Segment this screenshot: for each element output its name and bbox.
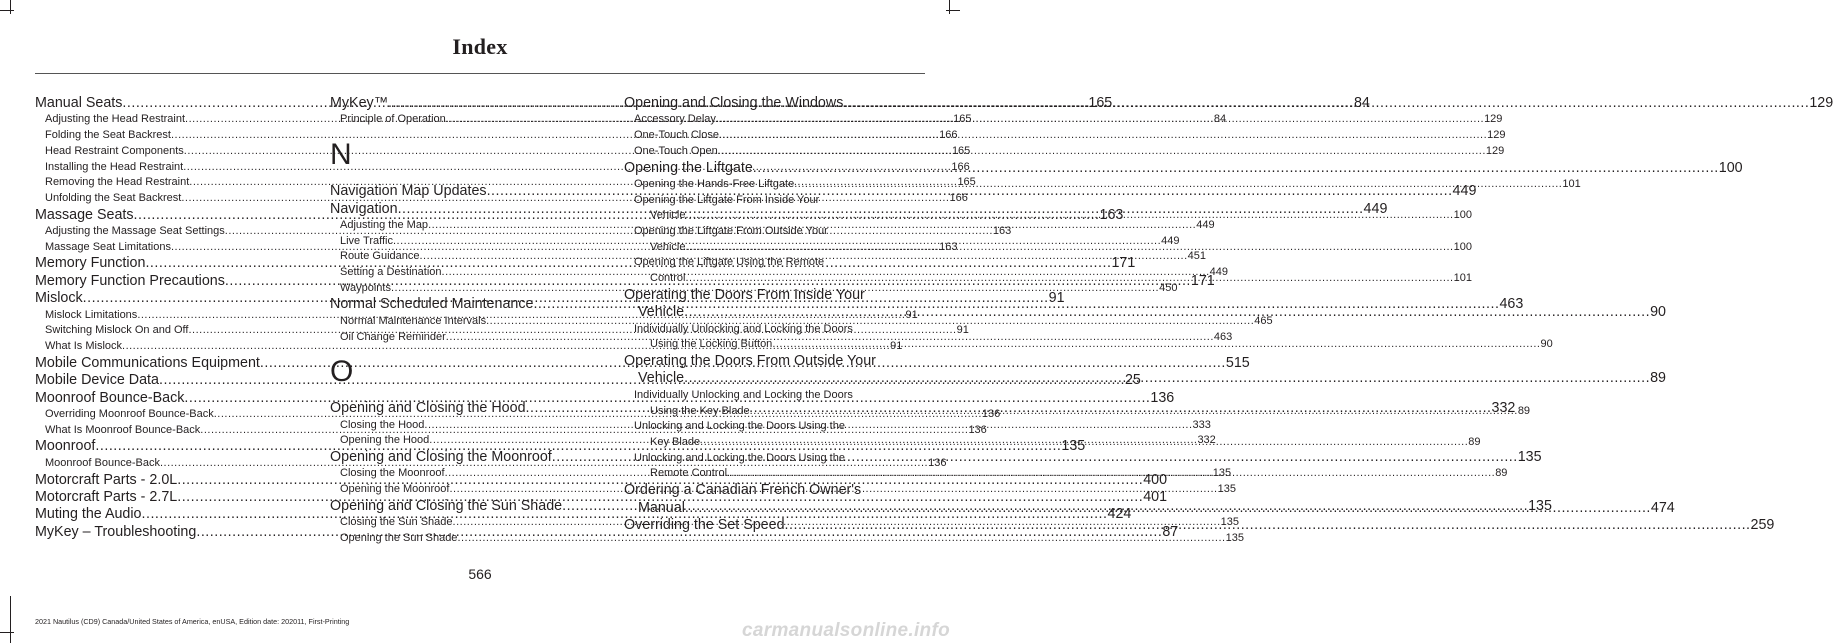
entry-title: Folding the Seat Backrest <box>45 129 171 142</box>
entry-title-line1: Opening the Liftgate Using the Remote <box>634 256 825 269</box>
entry-title: Adjusting the Massage Seat Settings <box>45 225 225 238</box>
dot-leader <box>685 497 1651 516</box>
entry-title: Motorcraft Parts - 2.0L <box>35 471 178 488</box>
dot-leader <box>772 338 1540 350</box>
entry-title: Accessory Delay <box>634 113 716 126</box>
entry-title: Using the Locking Button <box>650 338 773 351</box>
entry-page-number: 400 <box>1143 471 1168 488</box>
entry-title: Moonroof Bounce-Back <box>45 456 160 469</box>
entry-title: Muting the Audio <box>35 506 142 523</box>
dot-leader <box>750 405 1518 417</box>
watermark-logo: carmanualsonline.info <box>742 620 950 641</box>
entry-title: Vehicle <box>638 304 685 321</box>
entry-title: Overriding the Set Speed <box>624 516 785 533</box>
entry-page-number: 465 <box>1254 314 1273 327</box>
entry-title: Closing the Moonroof <box>340 467 445 480</box>
entry-page-number: 129 <box>1485 144 1505 157</box>
entry-title: Removing the Head Restraint <box>45 176 190 189</box>
entry-title: Memory Function Precautions <box>35 272 225 289</box>
entry-title: Installing the Head Restraint <box>45 160 184 173</box>
entry-page-number: 87 <box>1162 523 1179 540</box>
dot-leader <box>794 177 1562 193</box>
dot-leader <box>716 112 1484 128</box>
dot-leader <box>684 304 1650 320</box>
entry-page-number: 332 <box>1197 434 1216 447</box>
entry-page-number: 451 <box>1187 250 1206 263</box>
entry-page-number: 135 <box>1225 531 1244 544</box>
entry-title: Manual Seats <box>35 95 123 111</box>
entry-title-line1: Individually Unlocking and Locking the Doors <box>634 388 853 401</box>
entry-title: Moonroof Bounce-Back <box>35 389 185 406</box>
entry-title: One-Touch Open <box>634 144 718 157</box>
crop-mark-bottom-left-h <box>0 632 14 633</box>
entry-page-number: 91 <box>905 308 918 321</box>
section-letter: N <box>330 138 352 172</box>
dot-leader <box>685 241 1453 253</box>
entry-title: Adjusting the Map <box>340 218 429 231</box>
crop-mark-top-right-v <box>949 0 950 14</box>
entry-title: Unfolding the Seat Backrest <box>45 191 182 204</box>
entry-title: Navigation <box>330 200 398 217</box>
entry-title: Route Guidance <box>340 250 420 263</box>
entry-page-number: 84 <box>1353 95 1370 111</box>
entry-page-number: 163 <box>992 225 1012 238</box>
entry-page-number: 166 <box>949 191 968 204</box>
entry-title: Opening the Sun Shade <box>340 531 458 544</box>
entry-title: Navigation Map Updates <box>330 183 487 200</box>
entry-page-number: 129 <box>1484 113 1503 126</box>
entry-title: Oil Change Reminder <box>340 330 446 343</box>
entry-title-line1: Opening the Liftgate From Outside Your <box>634 225 828 238</box>
entry-page-number: 89 <box>1495 467 1508 480</box>
entry-page-number: 449 <box>1161 234 1180 247</box>
dot-leader <box>719 128 1487 144</box>
entry-page-number: 136 <box>1150 389 1175 406</box>
entry-title: Overriding Moonroof Bounce-Back <box>45 407 214 420</box>
entry-title: Opening the Hood <box>340 434 430 447</box>
entry-page-number: 332 <box>1491 400 1516 417</box>
entry-page-number: 333 <box>1192 418 1211 431</box>
entry-page-number: 89 <box>1468 435 1481 448</box>
header-divider <box>35 73 925 74</box>
entry-page-number: 25 <box>1124 372 1141 389</box>
entry-page-number: 135 <box>1528 497 1552 514</box>
dot-leader <box>684 370 1650 386</box>
entry-title: Closing the Sun Shade <box>340 516 453 529</box>
entry-page-number: 424 <box>1107 506 1132 523</box>
entry-page-number: 135 <box>1517 449 1542 466</box>
entry-page-number: 171 <box>1190 272 1215 289</box>
entry-title: Opening the Moonroof <box>340 483 450 496</box>
entry-page-number: 450 <box>1159 281 1178 294</box>
entry-title: Opening and Closing the Hood <box>330 400 526 417</box>
entry-title: Head Restraint Components <box>45 144 184 157</box>
entry-title: Key Blade <box>650 435 701 448</box>
dot-leader <box>785 517 1751 534</box>
entry-title: Switching Mislock On and Off <box>45 324 189 337</box>
page-number: 566 <box>468 566 492 582</box>
entry-title: Vehicle <box>650 209 686 222</box>
entry-title: Control <box>650 272 686 285</box>
entry-title: Adjusting the Head Restraint <box>45 113 186 126</box>
entry-title: Opening the Liftgate <box>624 159 753 176</box>
entry-page-number: 165 <box>951 144 971 157</box>
entry-page-number: 166 <box>939 129 958 142</box>
entry-page-number: 90 <box>1650 304 1666 321</box>
entry-title: Waypoints <box>340 281 391 294</box>
dot-leader <box>685 272 1453 284</box>
entry-page-number: 101 <box>1453 272 1472 285</box>
entry-title: Opening and Closing the Sun Shade <box>330 497 563 514</box>
entry-title: What Is Mislock <box>45 340 123 353</box>
entry-page-number: 91 <box>890 340 903 353</box>
entry-page-number: 135 <box>1061 438 1086 455</box>
dot-leader <box>753 160 1719 177</box>
entry-title: Motorcraft Parts - 2.7L <box>35 488 178 505</box>
entry-page-number: 135 <box>1220 516 1240 529</box>
entry-page-number: 449 <box>1452 183 1477 200</box>
entry-title: Moonroof <box>35 438 96 455</box>
entry-title: Setting a Destination <box>340 266 442 279</box>
entry-title: Manual <box>638 499 685 516</box>
entry-title-line1: Operating the Doors From Outside Your <box>624 353 876 370</box>
entry-page-number: 129 <box>1487 129 1506 142</box>
entry-title: Mislock <box>35 290 83 307</box>
entry-page-number: 449 <box>1363 200 1388 217</box>
entry-title: Live Traffic <box>340 234 393 247</box>
entry-page-number: 100 <box>1718 159 1743 176</box>
crop-mark-top-left-h <box>0 10 14 11</box>
entry-title-line1: Individually Unlocking and Locking the Doors <box>634 322 853 335</box>
dot-leader <box>718 144 1486 160</box>
entry-title: Vehicle <box>638 370 685 387</box>
entry-title: Using the Key Blade <box>650 404 750 417</box>
entry-title: Vehicle <box>650 240 686 253</box>
entry-title-line1: Opening the Liftgate From Inside Your <box>634 193 820 206</box>
dot-leader <box>700 436 1468 448</box>
entry-page-number: 449 <box>1209 266 1229 279</box>
dot-leader <box>685 209 1453 221</box>
entry-page-number: 136 <box>981 407 1001 420</box>
entry-page-number: 165 <box>957 176 976 189</box>
entry-title: One-Touch Close <box>634 129 719 142</box>
entry-title: Massage Seats <box>35 206 134 223</box>
dot-leader <box>727 467 1495 479</box>
entry-page-number: 449 <box>1196 218 1215 231</box>
entry-page-number: 89 <box>1517 404 1531 417</box>
edition-footer: 2021 Nautilus (CD9) Canada/United States of America, enUSA, Edition date: 202011, First-Printing <box>35 617 350 626</box>
entry-title: Mobile Device Data <box>35 372 159 389</box>
entry-page-number: 100 <box>1453 240 1472 253</box>
entry-title: Closing the Hood <box>340 418 425 431</box>
entry-page-number: 165 <box>953 113 972 126</box>
entry-title: Principle of Operation <box>340 113 446 126</box>
crop-mark-top-right-h <box>946 10 960 11</box>
entry-page-number: 90 <box>1540 338 1553 351</box>
entry-title: Remote Control <box>650 467 728 480</box>
entry-title: What Is Moonroof Bounce-Back <box>45 423 201 436</box>
entry-page-number: 463 <box>1499 296 1524 313</box>
entry-title: Memory Function <box>35 255 146 272</box>
entry-page-number: 401 <box>1143 488 1168 505</box>
entry-title: Opening the Hands-Free Liftgate <box>634 177 795 190</box>
entry-page-number: 89 <box>1650 370 1666 387</box>
page-title: Index <box>452 34 508 59</box>
entry-title: MyKey – Troubleshooting <box>35 523 197 540</box>
entry-page-number: 163 <box>939 240 958 253</box>
dot-leader <box>843 95 1809 112</box>
entry-page-number: 100 <box>1453 209 1472 222</box>
entry-page-number: 166 <box>951 160 970 173</box>
entry-title: Mobile Communications Equipment <box>35 354 260 371</box>
entry-title: Normal Scheduled Maintenance <box>330 296 534 313</box>
entry-title-line1: Operating the Doors From Inside Your <box>624 286 865 303</box>
crop-mark-bottom-left-v <box>10 596 11 643</box>
entry-page-number: 101 <box>1562 177 1581 190</box>
entry-page-number: 474 <box>1650 499 1675 516</box>
entry-page-number: 136 <box>968 423 987 436</box>
entry-page-number: 129 <box>1809 95 1833 111</box>
entry-title: Opening and Closing the Windows <box>624 95 844 111</box>
entry-page-number: 259 <box>1750 516 1775 533</box>
entry-title: Opening and Closing the Moonroof <box>330 449 552 466</box>
entry-page-number: 91 <box>1048 290 1065 307</box>
entry-title: Normal Maintenance Intervals <box>340 314 487 327</box>
crop-mark-top-left-v <box>10 0 11 14</box>
entry-page-number: 463 <box>1213 330 1233 343</box>
entry-title: Massage Seat Limitations <box>45 240 171 253</box>
entry-page-number: 171 <box>1111 255 1136 272</box>
entry-page-number: 515 <box>1225 354 1250 371</box>
entry-page-number: 84 <box>1213 113 1227 126</box>
entry-title: Mislock Limitations <box>45 308 138 321</box>
entry-page-number: 135 <box>1212 467 1232 480</box>
entry-page-number: 135 <box>1217 483 1236 496</box>
entry-title-line1: Unlocking and Locking the Doors Using the <box>634 451 845 464</box>
entry-title-line1: Unlocking and Locking the Doors Using the <box>634 420 845 433</box>
entry-title: MyKey™ <box>330 95 388 111</box>
entry-page-number: 136 <box>928 456 947 469</box>
entry-title-line1: Ordering a Canadian French Owner's <box>624 482 862 499</box>
entry-page-number: 163 <box>1099 206 1124 223</box>
entry-page-number: 165 <box>1088 95 1113 111</box>
section-letter: O <box>330 355 354 389</box>
entry-page-number: 91 <box>956 324 969 337</box>
